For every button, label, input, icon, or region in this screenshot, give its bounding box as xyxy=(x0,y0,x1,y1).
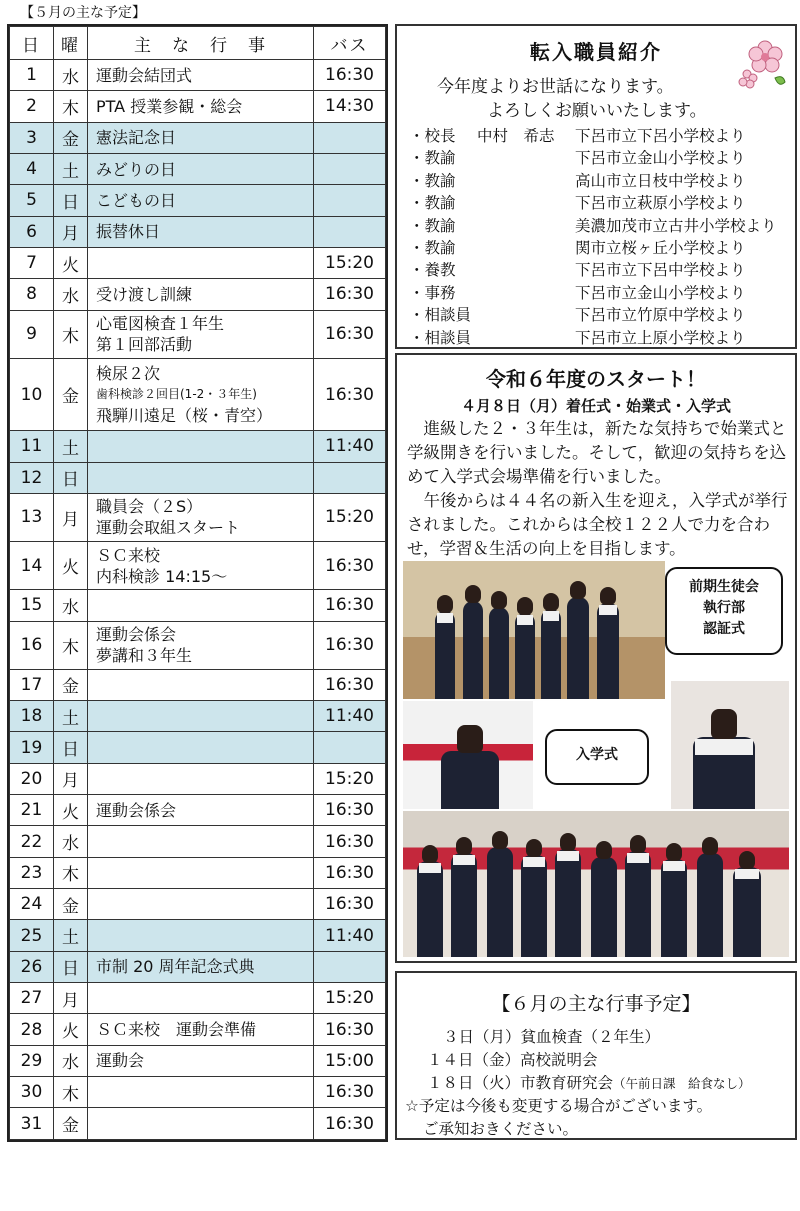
calendar-day: 25 xyxy=(10,920,54,951)
calendar-event-line: こどもの日 xyxy=(96,190,177,210)
calendar-bus-time: 16:30 xyxy=(314,857,386,888)
staff-school: 下呂市立下呂小学校より xyxy=(575,127,746,145)
calendar-row xyxy=(10,951,386,982)
calendar-row xyxy=(10,60,386,91)
staff-role: ・教諭 xyxy=(409,149,456,168)
calendar-event xyxy=(88,60,314,91)
staff-member xyxy=(409,281,794,303)
calendar-day: 15 xyxy=(10,590,54,621)
calendar-weekday: 土 xyxy=(54,431,88,462)
june-item-main: １８日（火）市教育研究会 xyxy=(427,1074,614,1092)
calendar-weekday: 土 xyxy=(54,920,88,951)
calendar-day: 19 xyxy=(10,732,54,763)
calendar-weekday: 火 xyxy=(54,247,88,278)
calendar-event-line: 夢講和３年生 xyxy=(96,646,193,666)
june-note: ご承知おきください。 xyxy=(423,1120,579,1138)
calendar-row xyxy=(10,701,386,732)
calendar-day: 13 xyxy=(10,493,54,541)
calendar-event xyxy=(88,91,314,122)
calendar-event xyxy=(88,216,314,247)
council-caption-bubble xyxy=(665,567,783,655)
staff-school: 下呂市立萩原小学校より xyxy=(575,194,746,213)
calendar-bus-time: 16:30 xyxy=(314,590,386,621)
calendar-event-line: 運動会係会 xyxy=(96,800,177,820)
start-title: 令和６年度のスタート！ xyxy=(486,367,706,391)
header-weekday: 曜 xyxy=(54,27,88,60)
calendar-day: 17 xyxy=(10,669,54,700)
calendar-event-line: PTA 授業参観・総会 xyxy=(96,96,243,116)
calendar-event xyxy=(88,732,314,763)
calendar-weekday: 日 xyxy=(54,732,88,763)
calendar-row xyxy=(10,763,386,794)
calendar-bus-time xyxy=(314,185,386,216)
calendar-weekday: 日 xyxy=(54,462,88,493)
staff-name: 中村 希志 xyxy=(477,127,555,145)
staff-role: ・相談員 xyxy=(409,306,472,325)
calendar-bus-time xyxy=(314,732,386,763)
new-year-start-article xyxy=(395,353,797,963)
calendar-bus-time: 11:40 xyxy=(314,431,386,462)
calendar-row xyxy=(10,1077,386,1108)
calendar-event xyxy=(88,122,314,153)
header-day: 日 xyxy=(10,27,54,60)
june-title: 【６月の主な行事予定】 xyxy=(491,993,701,1015)
calendar-row xyxy=(10,1045,386,1076)
calendar-row xyxy=(10,857,386,888)
staff-role: ・校長 xyxy=(409,127,456,145)
calendar-bus-time: 16:30 xyxy=(314,542,386,590)
june-note: ☆予定は今後も変更する場合がございます。 xyxy=(405,1097,713,1115)
calendar-weekday: 火 xyxy=(54,1014,88,1045)
calendar-weekday: 木 xyxy=(54,91,88,122)
calendar-event-line: 検尿２次 xyxy=(96,364,161,383)
start-paragraph: 午後からは４４名の新入生を迎え，入学式が挙行されました。これからは全校１２２人で力を合わせ，学習＆生活の向上を目指します。 xyxy=(407,491,788,558)
calendar-event-line: ＳＣ来校 運動会準備 xyxy=(96,1020,257,1040)
calendar-event-line: 飛騨川遠足（桜・青空） xyxy=(96,406,273,425)
calendar-event xyxy=(88,889,314,920)
calendar-event xyxy=(88,310,314,358)
calendar-day: 10 xyxy=(10,358,54,430)
staff-role: ・教諭 xyxy=(409,216,456,235)
header-bus: バス xyxy=(314,27,386,60)
calendar-day: 11 xyxy=(10,431,54,462)
calendar-event xyxy=(88,542,314,590)
entrance-girl-photo xyxy=(671,681,789,809)
calendar-day: 16 xyxy=(10,621,54,669)
calendar-day: 9 xyxy=(10,310,54,358)
staff-role: ・教諭 xyxy=(409,238,456,257)
staff-list xyxy=(409,124,794,348)
calendar-day: 3 xyxy=(10,122,54,153)
calendar-row xyxy=(10,826,386,857)
calendar-event xyxy=(88,621,314,669)
calendar-bus-time: 16:30 xyxy=(314,60,386,91)
calendar-event xyxy=(88,1077,314,1108)
staff-member xyxy=(409,303,794,325)
calendar-day: 5 xyxy=(10,185,54,216)
calendar-event-line: 市制 20 周年記念式典 xyxy=(96,957,255,977)
calendar-day: 28 xyxy=(10,1014,54,1045)
calendar-event xyxy=(88,951,314,982)
start-subtitle: ４月８日（月）着任式・始業式・入学式 xyxy=(460,397,731,415)
calendar-event xyxy=(88,279,314,310)
calendar-day: 24 xyxy=(10,889,54,920)
staff-member xyxy=(409,191,794,213)
calendar-row xyxy=(10,431,386,462)
june-item xyxy=(427,1071,751,1093)
calendar-row xyxy=(10,91,386,122)
june-item-note: （午前日課 給食なし） xyxy=(613,1076,751,1091)
calendar-day: 12 xyxy=(10,462,54,493)
calendar-weekday: 土 xyxy=(54,153,88,184)
calendar-day: 30 xyxy=(10,1077,54,1108)
calendar-weekday: 月 xyxy=(54,763,88,794)
calendar-weekday: 月 xyxy=(54,983,88,1014)
calendar-row xyxy=(10,590,386,621)
calendar-bus-time: 11:40 xyxy=(314,701,386,732)
calendar-bus-time: 16:30 xyxy=(314,358,386,430)
staff-member xyxy=(409,326,794,348)
calendar-row xyxy=(10,1014,386,1045)
calendar-day: 29 xyxy=(10,1045,54,1076)
calendar-row xyxy=(10,795,386,826)
calendar-bus-time xyxy=(314,951,386,982)
calendar-event xyxy=(88,590,314,621)
calendar-event xyxy=(88,185,314,216)
calendar-weekday: 土 xyxy=(54,701,88,732)
council-caption-line: 認証式 xyxy=(703,621,745,637)
calendar-weekday: 火 xyxy=(54,542,88,590)
calendar-row xyxy=(10,889,386,920)
calendar-row xyxy=(10,122,386,153)
staff-school: 下呂市立竹原中学校より xyxy=(575,306,746,325)
calendar-caption: 【５月の主な予定】 xyxy=(20,5,146,21)
calendar-day: 27 xyxy=(10,983,54,1014)
header-event: 主 な 行 事 xyxy=(88,27,314,60)
staff-school: 下呂市立金山小学校より xyxy=(575,149,746,168)
calendar-event-line: みどりの日 xyxy=(96,159,177,179)
staff-member xyxy=(409,169,794,191)
staff-intro-line2: よろしくお願いいたします。 xyxy=(487,101,707,121)
staff-school: 関市立桜ヶ丘小学校より xyxy=(575,238,746,257)
calendar-weekday: 月 xyxy=(54,216,88,247)
calendar-event-line: ＳＣ来校 xyxy=(96,545,161,565)
calendar-day: 2 xyxy=(10,91,54,122)
calendar-row xyxy=(10,621,386,669)
calendar-event xyxy=(88,1108,314,1140)
june-item: ３日（月）貧血検査（２年生） xyxy=(443,1028,661,1046)
calendar-event xyxy=(88,358,314,430)
calendar-row xyxy=(10,462,386,493)
calendar-event-line: 憲法記念日 xyxy=(96,128,177,148)
calendar-weekday: 金 xyxy=(54,669,88,700)
calendar-bus-time xyxy=(314,153,386,184)
calendar-event-line: 運動会結団式 xyxy=(96,65,193,85)
calendar-weekday: 木 xyxy=(54,621,88,669)
calendar-day: 7 xyxy=(10,247,54,278)
calendar-event xyxy=(88,701,314,732)
staff-school: 下呂市立下呂中学校より xyxy=(575,261,746,280)
calendar-row xyxy=(10,185,386,216)
calendar-weekday: 木 xyxy=(54,857,88,888)
calendar-bus-time: 14:30 xyxy=(314,91,386,122)
calendar-bus-time: 16:30 xyxy=(314,826,386,857)
entrance-ceremony-photo xyxy=(403,811,789,957)
calendar-row xyxy=(10,279,386,310)
calendar-day: 1 xyxy=(10,60,54,91)
calendar-bus-time: 15:20 xyxy=(314,493,386,541)
calendar-weekday: 木 xyxy=(54,1077,88,1108)
calendar-row xyxy=(10,669,386,700)
calendar-event-line: 受け渡し訓練 xyxy=(96,284,193,304)
calendar-row xyxy=(10,983,386,1014)
calendar-day: 14 xyxy=(10,542,54,590)
calendar-event-line: 運動会係会 xyxy=(96,625,177,645)
calendar-bus-time: 16:30 xyxy=(314,669,386,700)
calendar-bus-time: 16:30 xyxy=(314,889,386,920)
calendar-row xyxy=(10,216,386,247)
calendar-event xyxy=(88,462,314,493)
calendar-weekday: 水 xyxy=(54,279,88,310)
staff-member xyxy=(409,236,794,258)
may-calendar-table xyxy=(7,24,388,1142)
calendar-event xyxy=(88,857,314,888)
calendar-bus-time: 16:30 xyxy=(314,1108,386,1140)
calendar-event xyxy=(88,153,314,184)
staff-intro-line1: 今年度よりお世話になります。 xyxy=(437,77,674,97)
staff-school: 高山市立日枝中学校より xyxy=(575,171,746,190)
staff-member xyxy=(409,214,794,236)
calendar-bus-time: 15:20 xyxy=(314,763,386,794)
calendar-day: 20 xyxy=(10,763,54,794)
calendar-weekday: 日 xyxy=(54,185,88,216)
staff-role: ・相談員 xyxy=(409,328,472,347)
calendar-row xyxy=(10,920,386,951)
calendar-weekday: 金 xyxy=(54,122,88,153)
entrance-caption-bubble: 入学式 xyxy=(545,729,649,785)
calendar-row xyxy=(10,1108,386,1140)
calendar-event-line: 運動会 xyxy=(96,1051,145,1071)
calendar-day: 22 xyxy=(10,826,54,857)
staff-role: ・養教 xyxy=(409,261,456,280)
calendar-event-line: 職員会（２S） xyxy=(96,497,203,517)
calendar-bus-time: 16:30 xyxy=(314,621,386,669)
calendar-row xyxy=(10,493,386,541)
calendar-event xyxy=(88,763,314,794)
calendar-event-line: 運動会取組スタート xyxy=(96,518,241,538)
calendar-event xyxy=(88,920,314,951)
calendar-bus-time: 16:30 xyxy=(314,279,386,310)
calendar-event-line: 振替休日 xyxy=(96,222,161,242)
calendar-day: 23 xyxy=(10,857,54,888)
calendar-event xyxy=(88,247,314,278)
calendar-day: 8 xyxy=(10,279,54,310)
calendar-weekday: 金 xyxy=(54,358,88,430)
staff-role: ・事務 xyxy=(409,283,456,302)
calendar-day: 21 xyxy=(10,795,54,826)
calendar-bus-time: 16:30 xyxy=(314,310,386,358)
staff-school: 下呂市立金山小学校より xyxy=(575,283,746,302)
calendar-day: 26 xyxy=(10,951,54,982)
staff-member xyxy=(409,258,794,280)
calendar-event xyxy=(88,431,314,462)
calendar-event xyxy=(88,983,314,1014)
calendar-bus-time: 16:30 xyxy=(314,795,386,826)
calendar-event xyxy=(88,1014,314,1045)
calendar-event-line: 内科検診 14:15～ xyxy=(96,566,228,586)
staff-member xyxy=(409,146,794,168)
new-staff-box xyxy=(395,24,797,349)
calendar-day: 18 xyxy=(10,701,54,732)
calendar-bus-time: 15:20 xyxy=(314,983,386,1014)
june-schedule-box xyxy=(395,971,797,1140)
calendar-weekday: 日 xyxy=(54,951,88,982)
staff-school: 下呂市立上原小学校より xyxy=(575,328,746,347)
calendar-row xyxy=(10,542,386,590)
calendar-row xyxy=(10,310,386,358)
calendar-bus-time xyxy=(314,122,386,153)
calendar-day: 6 xyxy=(10,216,54,247)
calendar-weekday: 金 xyxy=(54,889,88,920)
start-body xyxy=(407,417,789,561)
calendar-bus-time: 15:20 xyxy=(314,247,386,278)
staff-school: 美濃加茂市立古井小学校より xyxy=(575,216,777,235)
calendar-weekday: 水 xyxy=(54,1045,88,1076)
staff-role: ・教諭 xyxy=(409,194,456,213)
staff-title: 転入職員紹介 xyxy=(530,40,662,64)
staff-member xyxy=(409,124,794,146)
calendar-bus-time: 16:30 xyxy=(314,1014,386,1045)
calendar-bus-time: 15:00 xyxy=(314,1045,386,1076)
calendar-weekday: 木 xyxy=(54,310,88,358)
staff-role: ・教諭 xyxy=(409,171,456,190)
calendar-bus-time xyxy=(314,462,386,493)
calendar-row xyxy=(10,732,386,763)
calendar-event-line: 第１回部活動 xyxy=(96,335,193,355)
calendar-weekday: 月 xyxy=(54,493,88,541)
council-caption-line: 執行部 xyxy=(703,600,745,616)
calendar-day: 31 xyxy=(10,1108,54,1140)
calendar-event-line: 歯科検診２回目(1-2・３年生) xyxy=(96,387,257,401)
photo-collage xyxy=(403,561,789,957)
council-photo xyxy=(403,561,665,699)
calendar-weekday: 水 xyxy=(54,826,88,857)
calendar-row xyxy=(10,247,386,278)
calendar-row xyxy=(10,358,386,430)
june-item: １４日（金）高校説明会 xyxy=(427,1051,598,1069)
calendar-weekday: 水 xyxy=(54,60,88,91)
calendar-weekday: 水 xyxy=(54,590,88,621)
calendar-weekday: 火 xyxy=(54,795,88,826)
calendar-row xyxy=(10,153,386,184)
calendar-event xyxy=(88,795,314,826)
calendar-event xyxy=(88,493,314,541)
calendar-day: 4 xyxy=(10,153,54,184)
calendar-bus-time xyxy=(314,216,386,247)
calendar-weekday: 金 xyxy=(54,1108,88,1140)
calendar-event xyxy=(88,1045,314,1076)
calendar-bus-time: 11:40 xyxy=(314,920,386,951)
council-caption-line: 前期生徒会 xyxy=(689,579,759,595)
calendar-event-line: 心電図検査１年生 xyxy=(96,314,225,334)
calendar-bus-time: 16:30 xyxy=(314,1077,386,1108)
calendar-event xyxy=(88,669,314,700)
start-paragraph: 進級した２・３年生は，新たな気持ちで始業式と学級開きを行いました。そして，歓迎の気持ちを込めて入学式会場準備を行いました。 xyxy=(407,419,787,486)
entrance-boy-photo xyxy=(403,701,533,809)
cherry-blossom-icon xyxy=(735,34,787,90)
calendar-event xyxy=(88,826,314,857)
